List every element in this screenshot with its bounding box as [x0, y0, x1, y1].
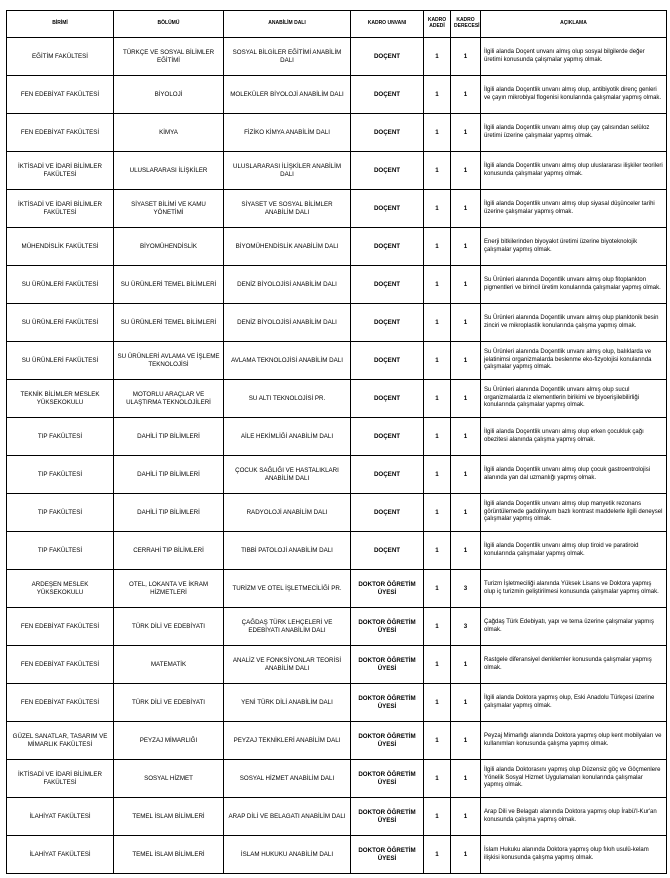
cell-kadro-derecesi: 1 [451, 114, 481, 152]
cell-kadro-adedi: 1 [424, 418, 451, 456]
table-row [7, 152, 667, 190]
table-row [7, 266, 667, 304]
header-unvan: KADRO UNVANI [351, 11, 424, 38]
cell-kadro-unvani: DOKTOR ÖĞRETİM ÜYESİ [351, 722, 424, 760]
cell-kadro-unvani: DOÇENT [351, 76, 424, 114]
cell-anabilim: FİZİKO KİMYA ANABİLİM DALI [224, 114, 351, 152]
cell-anabilim: ULUSLARARASI İLİŞKİLER ANABİLİM DALI [224, 152, 351, 190]
cell-aciklama: İlgili alanda Doçentlik unvanı almış olup, antibiyotik direnç genleri ve çayın mikrobiyal flogenisi konularında çalışmalar yapmış olmak. [481, 76, 667, 114]
cell-kadro-unvani: DOÇENT [351, 304, 424, 342]
cell-birim: TIP FAKÜLTESİ [7, 456, 114, 494]
cell-aciklama: Enerji bitkilerinden biyoyakıt üretimi üzerine biyoteknolojik çalışmalar yapmış olmak. [481, 228, 667, 266]
cell-kadro-adedi: 1 [424, 684, 451, 722]
header-adet: KADRO ADEDİ [424, 11, 451, 38]
header-anabilim: ANABİLİM DALI [224, 11, 351, 38]
cell-kadro-derecesi: 1 [451, 532, 481, 570]
cell-birim: EĞİTİM FAKÜLTESİ [7, 38, 114, 76]
cell-bolum: DAHİLİ TIP BİLİMLERİ [114, 494, 224, 532]
cell-birim: İKTİSADİ VE İDARİ BİLİMLER FAKÜLTESİ [7, 152, 114, 190]
cell-birim: FEN EDEBİYAT FAKÜLTESİ [7, 76, 114, 114]
cell-aciklama: Su Ürünleri alanında Doçentlik unvanı almış olup planktonik besin zinciri ve mikroplastik konularında çalışma yapmış olmak. [481, 304, 667, 342]
staff-position-table [6, 10, 667, 874]
cell-kadro-derecesi: 3 [451, 570, 481, 608]
cell-bolum: SOSYAL HİZMET [114, 760, 224, 798]
cell-aciklama: İlgili alanda Doçentlik unvanı almış olup uluslararası ilişkiler teorileri konusunda çalışmalar yapmış olmak. [481, 152, 667, 190]
cell-birim: FEN EDEBİYAT FAKÜLTESİ [7, 608, 114, 646]
cell-kadro-unvani: DOKTOR ÖĞRETİM ÜYESİ [351, 646, 424, 684]
cell-birim: TIP FAKÜLTESİ [7, 418, 114, 456]
cell-kadro-adedi: 1 [424, 228, 451, 266]
cell-anabilim: DENİZ BİYOLOJİSİ ANABİLİM DALI [224, 266, 351, 304]
cell-bolum: MOTORLU ARAÇLAR VE ULAŞTIRMA TEKNOLOJİLERİ [114, 380, 224, 418]
cell-kadro-unvani: DOÇENT [351, 494, 424, 532]
cell-anabilim: TIBBİ PATOLOJİ ANABİLİM DALI [224, 532, 351, 570]
cell-kadro-unvani: DOÇENT [351, 380, 424, 418]
cell-kadro-adedi: 1 [424, 760, 451, 798]
cell-kadro-unvani: DOKTOR ÖĞRETİM ÜYESİ [351, 608, 424, 646]
cell-kadro-adedi: 1 [424, 456, 451, 494]
cell-anabilim: YENİ TÜRK DİLİ ANABİLİM DALI [224, 684, 351, 722]
table-row [7, 608, 667, 646]
cell-kadro-derecesi: 1 [451, 646, 481, 684]
table-row [7, 76, 667, 114]
cell-kadro-adedi: 1 [424, 570, 451, 608]
cell-birim: FEN EDEBİYAT FAKÜLTESİ [7, 646, 114, 684]
cell-kadro-derecesi: 1 [451, 266, 481, 304]
cell-aciklama: İlgili alanda Doçentlik unvanı almış olup tiroid ve paratiroid konularında çalışmalar yapmış olmak. [481, 532, 667, 570]
cell-anabilim: ANALİZ VE FONKSİYONLAR TEORİSİ ANABİLİM DALI [224, 646, 351, 684]
cell-birim: SU ÜRÜNLERİ FAKÜLTESİ [7, 266, 114, 304]
header-derece: KADRO DERECESİ [451, 11, 481, 38]
cell-kadro-derecesi: 1 [451, 418, 481, 456]
cell-kadro-unvani: DOKTOR ÖĞRETİM ÜYESİ [351, 836, 424, 874]
table-row [7, 570, 667, 608]
cell-anabilim: DENİZ BİYOLOJİSİ ANABİLİM DALI [224, 304, 351, 342]
cell-anabilim: SOSYAL BİLGİLER EĞİTİMİ ANABİLİM DALI [224, 38, 351, 76]
cell-kadro-derecesi: 1 [451, 456, 481, 494]
cell-aciklama: Turizm İşletmeciliği alanında Yüksek Lisans ve Doktora yapmış olup iç turizmin geliştirilmesi konusunda çalışmalar yapmış olmak. [481, 570, 667, 608]
cell-birim: İKTİSADİ VE İDARİ BİLİMLER FAKÜLTESİ [7, 760, 114, 798]
cell-kadro-adedi: 1 [424, 722, 451, 760]
cell-aciklama: Su Ürünleri alanında Doçentlik unvanı almış olup, balıklarda ve jelatinimsi organizmalarda beslenme eko-fizyolojisi konularında çalışmalar yapmış olmak. [481, 342, 667, 380]
cell-kadro-adedi: 1 [424, 114, 451, 152]
cell-anabilim: PEYZAJ TEKNİKLERİ ANABİLİM DALI [224, 722, 351, 760]
cell-kadro-derecesi: 1 [451, 494, 481, 532]
cell-aciklama: Çağdaş Türk Edebiyatı, yapı ve tema üzerine çalışmalar yapmış olmak. [481, 608, 667, 646]
cell-aciklama: Arap Dili ve Belagatı alanında Doktora yapmış olup İrabü'l-Kur'an konusunda çalışma yapmış olmak. [481, 798, 667, 836]
cell-birim: GÜZEL SANATLAR, TASARIM VE MİMARLIK FAKÜLTESİ [7, 722, 114, 760]
cell-kadro-derecesi: 1 [451, 760, 481, 798]
cell-kadro-adedi: 1 [424, 798, 451, 836]
cell-kadro-unvani: DOÇENT [351, 152, 424, 190]
cell-kadro-adedi: 1 [424, 532, 451, 570]
table-header-row [7, 11, 667, 38]
cell-bolum: ULUSLARARASI İLİŞKİLER [114, 152, 224, 190]
cell-bolum: DAHİLİ TIP BİLİMLERİ [114, 418, 224, 456]
cell-birim: ARDEŞEN MESLEK YÜKSEKOKULU [7, 570, 114, 608]
cell-aciklama: İlgili alanda Doktorasını yapmış olup Düzensiz göç ve Göçmenlere Yönelik Sosyal Hizmet Uygulamaları konularında çalışmalar yapmış olmak. [481, 760, 667, 798]
cell-kadro-adedi: 1 [424, 38, 451, 76]
cell-bolum: OTEL, LOKANTA VE İKRAM HİZMETLERİ [114, 570, 224, 608]
table-row [7, 380, 667, 418]
cell-anabilim: SU ALTI TEKNOLOJİSİ PR. [224, 380, 351, 418]
cell-kadro-adedi: 1 [424, 152, 451, 190]
table-row [7, 646, 667, 684]
cell-birim: İKTİSADİ VE İDARİ BİLİMLER FAKÜLTESİ [7, 190, 114, 228]
cell-anabilim: AİLE HEKİMLİĞİ ANABİLİM DALI [224, 418, 351, 456]
cell-kadro-unvani: DOÇENT [351, 114, 424, 152]
cell-kadro-adedi: 1 [424, 76, 451, 114]
header-aciklama: AÇIKLAMA [481, 11, 667, 38]
cell-kadro-unvani: DOÇENT [351, 418, 424, 456]
cell-anabilim: AVLAMA TEKNOLOJİSİ ANABİLİM DALI [224, 342, 351, 380]
cell-kadro-adedi: 1 [424, 646, 451, 684]
cell-kadro-adedi: 1 [424, 266, 451, 304]
cell-aciklama: İlgili alanda Doçentlik unvanı almış olup çocuk gastroentrolojisi alanında yan dal uzmanlığı yapmış olmak. [481, 456, 667, 494]
cell-kadro-derecesi: 1 [451, 228, 481, 266]
cell-kadro-unvani: DOKTOR ÖĞRETİM ÜYESİ [351, 760, 424, 798]
cell-birim: FEN EDEBİYAT FAKÜLTESİ [7, 114, 114, 152]
cell-bolum: TÜRKÇE VE SOSYAL BİLİMLER EĞİTİMİ [114, 38, 224, 76]
cell-anabilim: İSLAM HUKUKU ANABİLİM DALI [224, 836, 351, 874]
cell-bolum: BİYOMÜHENDİSLİK [114, 228, 224, 266]
table-row [7, 760, 667, 798]
table-row [7, 798, 667, 836]
cell-aciklama: Su Ürünleri alanında Doçentlik unvanı almış olup fitoplankton pigmentleri ve birincil üretim konularında çalışmalar yapmış olmak. [481, 266, 667, 304]
table-row [7, 532, 667, 570]
cell-birim: TEKNİK BİLİMLER MESLEK YÜKSEKOKULU [7, 380, 114, 418]
cell-kadro-unvani: DOKTOR ÖĞRETİM ÜYESİ [351, 684, 424, 722]
table-row [7, 228, 667, 266]
cell-aciklama: İlgili alanda Doçentlik unvanı almış olup çay çalısından selüloz üretimi üzerine çalışmalar yapmış olmak. [481, 114, 667, 152]
cell-aciklama: İlgili alanda Doçentlik unvanı almış olup siyasal düşünceler tarihi üzerine çalışmalar yapmış olmak. [481, 190, 667, 228]
cell-bolum: SU ÜRÜNLERİ AVLAMA VE İŞLEME TEKNOLOJİSİ [114, 342, 224, 380]
cell-kadro-unvani: DOÇENT [351, 190, 424, 228]
cell-bolum: TÜRK DİLİ VE EDEBİYATI [114, 608, 224, 646]
cell-anabilim: TURİZM VE OTEL İŞLETMECİLİĞİ PR. [224, 570, 351, 608]
cell-kadro-adedi: 1 [424, 190, 451, 228]
cell-kadro-derecesi: 1 [451, 342, 481, 380]
cell-kadro-derecesi: 1 [451, 380, 481, 418]
table-row [7, 836, 667, 874]
cell-kadro-derecesi: 1 [451, 76, 481, 114]
cell-anabilim: SOSYAL HİZMET ANABİLİM DALI [224, 760, 351, 798]
cell-aciklama: İlgili alanda Doktora yapmış olup, Eski Anadolu Türkçesi üzerine çalışmalar yapmış olmak. [481, 684, 667, 722]
cell-bolum: PEYZAJ MİMARLIĞI [114, 722, 224, 760]
cell-anabilim: RADYOLOJİ ANABİLİM DALI [224, 494, 351, 532]
header-bolum: BÖLÜMÜ [114, 11, 224, 38]
cell-aciklama: İlgili alanda Doçent unvanı almış olup sosyal bilgilerde değer üretimi konusunda çalışmalar yapmış olmak. [481, 38, 667, 76]
cell-bolum: CERRAHİ TIP BİLİMLERİ [114, 532, 224, 570]
cell-birim: SU ÜRÜNLERİ FAKÜLTESİ [7, 304, 114, 342]
cell-bolum: SU ÜRÜNLERİ TEMEL BİLİMLERİ [114, 304, 224, 342]
cell-birim: FEN EDEBİYAT FAKÜLTESİ [7, 684, 114, 722]
cell-bolum: TEMEL İSLAM BİLİMLERİ [114, 836, 224, 874]
cell-bolum: SU ÜRÜNLERİ TEMEL BİLİMLERİ [114, 266, 224, 304]
cell-bolum: TÜRK DİLİ VE EDEBİYATI [114, 684, 224, 722]
cell-bolum: DAHİLİ TIP BİLİMLERİ [114, 456, 224, 494]
header-birim: BİRİMİ [7, 11, 114, 38]
cell-bolum: BİYOLOJİ [114, 76, 224, 114]
cell-aciklama: Rastgele diferansiyel denklemler konusunda çalışmalar yapmış olmak. [481, 646, 667, 684]
cell-kadro-derecesi: 1 [451, 190, 481, 228]
table-row [7, 722, 667, 760]
cell-birim: MÜHENDİSLİK FAKÜLTESİ [7, 228, 114, 266]
cell-birim: İLAHİYAT FAKÜLTESİ [7, 836, 114, 874]
cell-bolum: MATEMATİK [114, 646, 224, 684]
cell-kadro-unvani: DOÇENT [351, 342, 424, 380]
cell-aciklama: İlgili alanda Doçentlik unvanı almış olup erken çocukluk çağı obezitesi alanında çalışma yapmış olmak. [481, 418, 667, 456]
table-row [7, 190, 667, 228]
cell-aciklama: Su Ürünleri alanında Doçentlik unvanı almış olup sucul organizmalarda iz elementlerin birikimi ve biyoerişilebilirliği konularında çalışmalar yapmış olmak. [481, 380, 667, 418]
cell-kadro-adedi: 1 [424, 608, 451, 646]
cell-kadro-adedi: 1 [424, 304, 451, 342]
cell-aciklama: İlgili alanda Doçentlik unvanı almış olup manyetik rezonans görüntülemede gadolinyum bazlı kontrast maddelerle ilgili deneysel çalışmalar yapmış olmak. [481, 494, 667, 532]
cell-kadro-derecesi: 1 [451, 836, 481, 874]
cell-kadro-unvani: DOÇENT [351, 532, 424, 570]
cell-anabilim: SİYASET VE SOSYAL BİLİMLER ANABİLİM DALI [224, 190, 351, 228]
cell-kadro-unvani: DOÇENT [351, 456, 424, 494]
cell-kadro-adedi: 1 [424, 836, 451, 874]
table-row [7, 38, 667, 76]
cell-kadro-derecesi: 1 [451, 722, 481, 760]
cell-kadro-adedi: 1 [424, 342, 451, 380]
cell-kadro-derecesi: 1 [451, 798, 481, 836]
cell-kadro-unvani: DOÇENT [351, 266, 424, 304]
cell-birim: İLAHİYAT FAKÜLTESİ [7, 798, 114, 836]
table-body [7, 38, 667, 874]
cell-kadro-unvani: DOÇENT [351, 228, 424, 266]
cell-anabilim: ÇOCUK SAĞLIĞI VE HASTALIKLARI ANABİLİM DALI [224, 456, 351, 494]
cell-aciklama: İslam Hukuku alanında Doktora yapmış olup fıkıh usulü-kelam ilişkisi konusunda çalışma yapmış olmak. [481, 836, 667, 874]
cell-anabilim: BİYOMÜHENDİSLİK ANABİLİM DALI [224, 228, 351, 266]
cell-kadro-derecesi: 1 [451, 152, 481, 190]
table-row [7, 684, 667, 722]
cell-anabilim: ÇAĞDAŞ TÜRK LEHÇELERİ VE EDEBİYATI ANABİLİM DALI [224, 608, 351, 646]
cell-kadro-unvani: DOKTOR ÖĞRETİM ÜYESİ [351, 570, 424, 608]
cell-kadro-derecesi: 1 [451, 38, 481, 76]
cell-birim: TIP FAKÜLTESİ [7, 494, 114, 532]
cell-kadro-adedi: 1 [424, 494, 451, 532]
table-row [7, 456, 667, 494]
cell-bolum: KİMYA [114, 114, 224, 152]
cell-kadro-unvani: DOKTOR ÖĞRETİM ÜYESİ [351, 798, 424, 836]
cell-anabilim: ARAP DİLİ VE BELAGATI ANABİLİM DALI [224, 798, 351, 836]
cell-birim: TIP FAKÜLTESİ [7, 532, 114, 570]
cell-kadro-unvani: DOÇENT [351, 38, 424, 76]
cell-kadro-derecesi: 3 [451, 608, 481, 646]
cell-bolum: SİYASET BİLİMİ VE KAMU YÖNETİMİ [114, 190, 224, 228]
cell-kadro-derecesi: 1 [451, 684, 481, 722]
table-row [7, 304, 667, 342]
cell-aciklama: Peyzaj Mimarlığı alanında Doktora yapmış olup kent mobilyaları ve kullanımları konusunda çalışma yapmış olmak. [481, 722, 667, 760]
cell-kadro-adedi: 1 [424, 380, 451, 418]
cell-birim: SU ÜRÜNLERİ FAKÜLTESİ [7, 342, 114, 380]
table-row [7, 342, 667, 380]
cell-kadro-derecesi: 1 [451, 304, 481, 342]
table-row [7, 114, 667, 152]
table-row [7, 494, 667, 532]
cell-bolum: TEMEL İSLAM BİLİMLERİ [114, 798, 224, 836]
cell-anabilim: MOLEKÜLER BİYOLOJİ ANABİLİM DALI [224, 76, 351, 114]
table-row [7, 418, 667, 456]
